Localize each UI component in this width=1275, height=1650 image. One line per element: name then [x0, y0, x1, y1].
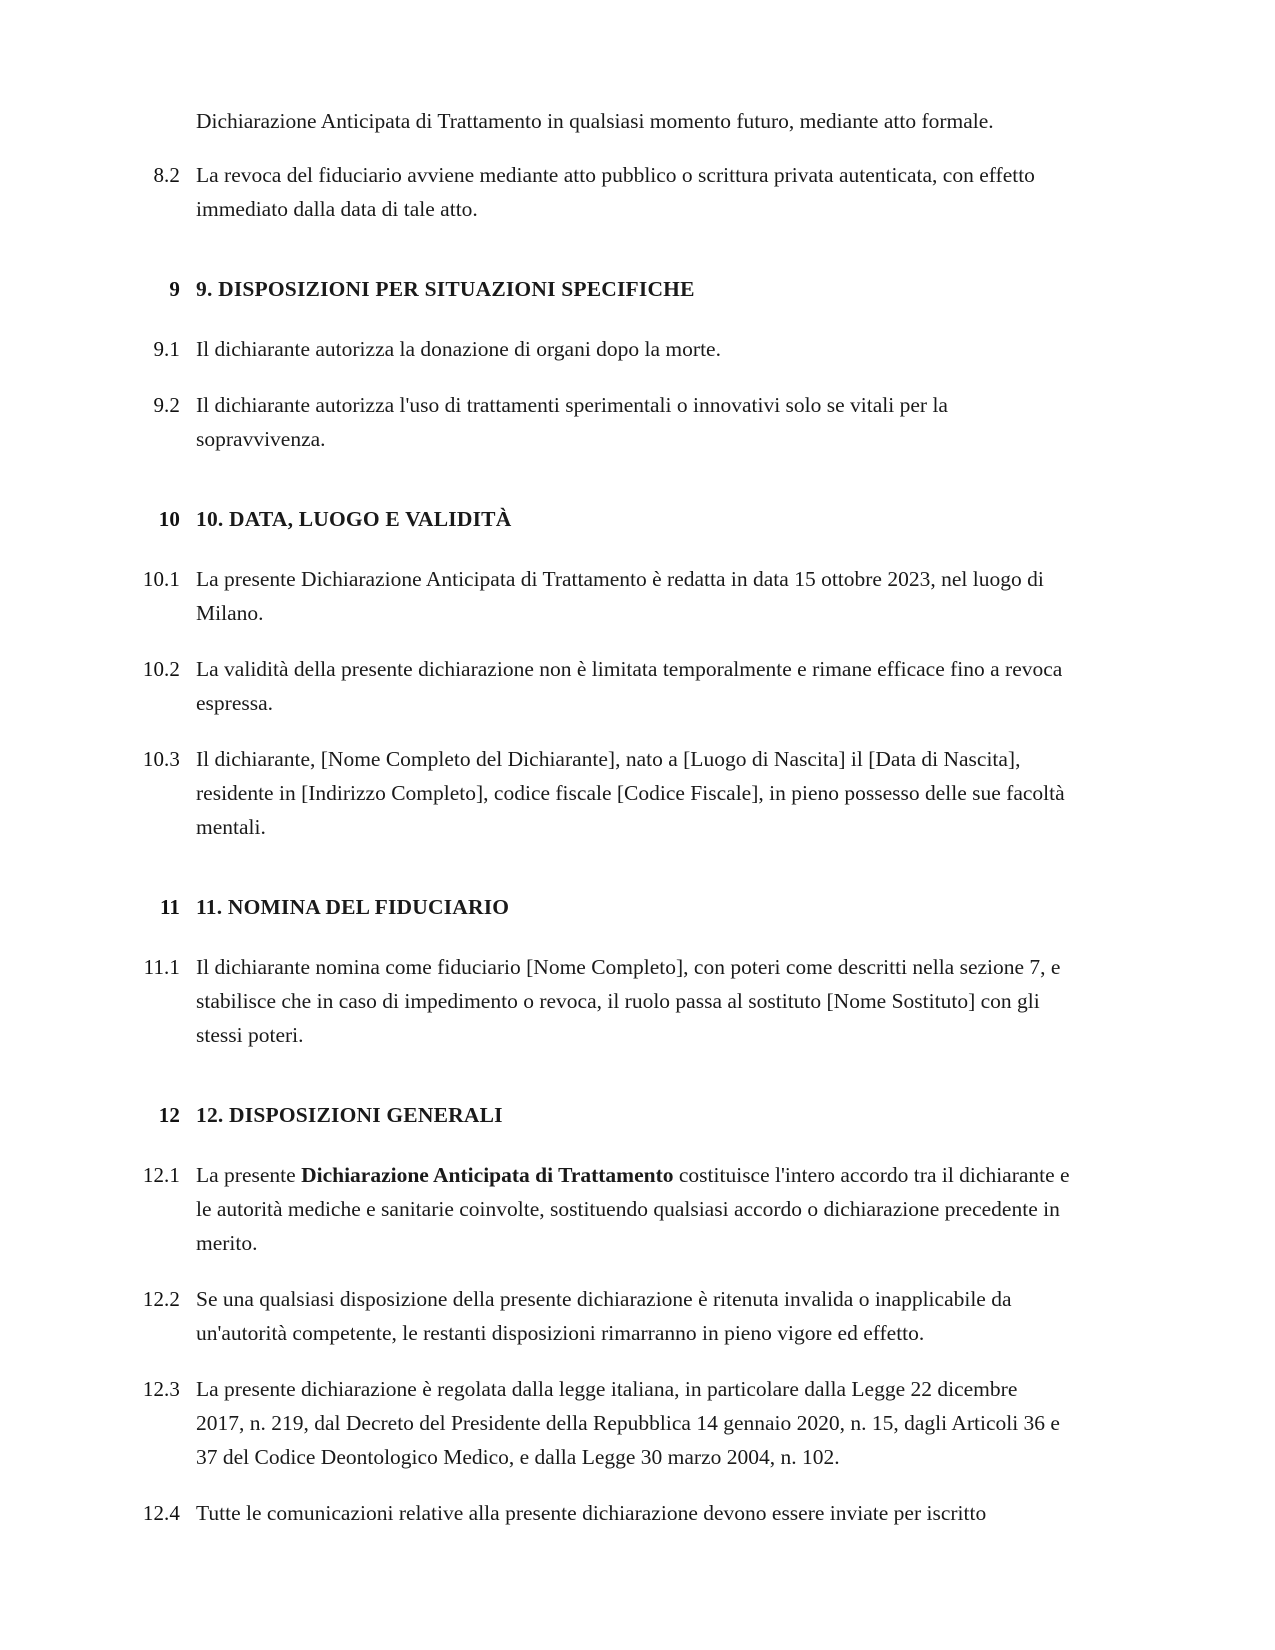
section-heading-10 [130, 502, 1070, 536]
clause-text: Il dichiarante autorizza l'uso di trattamenti sperimentali o innovativi solo se vitali per la sopravvivenza. [196, 393, 948, 451]
clause-number: 10.3 [142, 747, 180, 771]
clause-text: La presente Dichiarazione Anticipata di Trattamento è redatta in data 15 ottobre 2023, nel luogo di Milano. [196, 567, 1044, 625]
clause-11-1 [130, 950, 1070, 1052]
clause-12-2 [130, 1282, 1070, 1350]
clause-text-after: costituisce l'intero accordo tra il dichiarante e le autorità mediche e sanitarie coinvolte, sostituendo qualsiasi accordo o dichiarazione precedente in merito. [196, 1163, 1070, 1255]
clause-number: 10.2 [142, 657, 180, 681]
clause-12-1 [130, 1158, 1070, 1260]
clause-number: 8.2 [153, 163, 180, 187]
clause-text: Il dichiarante, [Nome Completo del Dichiarante], nato a [Luogo di Nascita] il [Data di Nascita], residente in [Indirizzo Completo], codice fiscale [Codice Fiscale], in pieno possesso delle sue facoltà mentali. [196, 747, 1065, 839]
clause-9-2 [130, 388, 1070, 456]
clause-9-1 [130, 332, 1070, 366]
clause-12-4 [130, 1496, 1070, 1530]
clause-10-1 [130, 562, 1070, 630]
clause-number: 9.1 [153, 337, 180, 361]
section-number: 9 [169, 277, 180, 301]
section-number: 11 [159, 895, 180, 919]
clause-text [180, 1158, 1070, 1260]
clause-8-2 [130, 158, 1070, 226]
clause-text: Il dichiarante autorizza la donazione di organi dopo la morte. [196, 337, 721, 361]
clause-number: 12.3 [142, 1377, 180, 1401]
section-title: 10. DATA, LUOGO E VALIDITÀ [196, 507, 512, 531]
clause-text-before: La presente [196, 1163, 302, 1187]
clause-text: La revoca del fiduciario avviene mediante atto pubblico o scrittura privata autenticata, con effetto immediato dalla data di tale atto. [196, 163, 1035, 221]
paragraph-continuation [130, 104, 1070, 138]
section-title: 11. NOMINA DEL FIDUCIARIO [196, 895, 510, 919]
clause-text: La presente dichiarazione è regolata dalla legge italiana, in particolare dalla Legge 22 dicembre 2017, n. 219, dal Decreto del Presidente della Repubblica 14 gennaio 2020, n. 15, dagli Articoli 36 e 37 del Codice Deontologico Medico, e dalla Legge 30 marzo 2004, n. 102. [196, 1377, 1060, 1469]
clause-number: 10.1 [142, 567, 180, 591]
section-title: 12. DISPOSIZIONI GENERALI [196, 1103, 503, 1127]
clause-text: Dichiarazione Anticipata di Trattamento in qualsiasi momento futuro, mediante atto formale. [196, 109, 994, 133]
section-heading-11 [130, 890, 1070, 924]
clause-text-emphasis: Dichiarazione Anticipata di Trattamento [301, 1163, 674, 1187]
section-heading-9 [130, 272, 1070, 306]
clause-number: 11.1 [143, 955, 180, 979]
section-title: 9. DISPOSIZIONI PER SITUAZIONI SPECIFICHE [196, 277, 695, 301]
clause-text: La validità della presente dichiarazione non è limitata temporalmente e rimane efficace fino a revoca espressa. [196, 657, 1063, 715]
section-number: 12 [158, 1103, 180, 1127]
clause-12-3 [130, 1372, 1070, 1474]
clause-number: 9.2 [153, 393, 180, 417]
clause-text: Se una qualsiasi disposizione della presente dichiarazione è ritenuta invalida o inapplicabile da un'autorità competente, le restanti disposizioni rimarranno in pieno vigore ed effetto. [196, 1287, 1012, 1345]
section-heading-12 [130, 1098, 1070, 1132]
clause-text: Tutte le comunicazioni relative alla presente dichiarazione devono essere inviate per iscritto [196, 1501, 987, 1525]
document-body [0, 104, 1275, 1552]
clause-10-3 [130, 742, 1070, 844]
clause-number: 12.2 [142, 1287, 180, 1311]
clause-number: 12.4 [142, 1501, 180, 1525]
section-number: 10 [158, 507, 180, 531]
clause-10-2 [130, 652, 1070, 720]
clause-text: Il dichiarante nomina come fiduciario [Nome Completo], con poteri come descritti nella sezione 7, e stabilisce che in caso di impedimento o revoca, il ruolo passa al sostituto [Nome Sostituto] con gli stessi poteri. [196, 955, 1061, 1047]
clause-number: 12.1 [142, 1163, 180, 1187]
